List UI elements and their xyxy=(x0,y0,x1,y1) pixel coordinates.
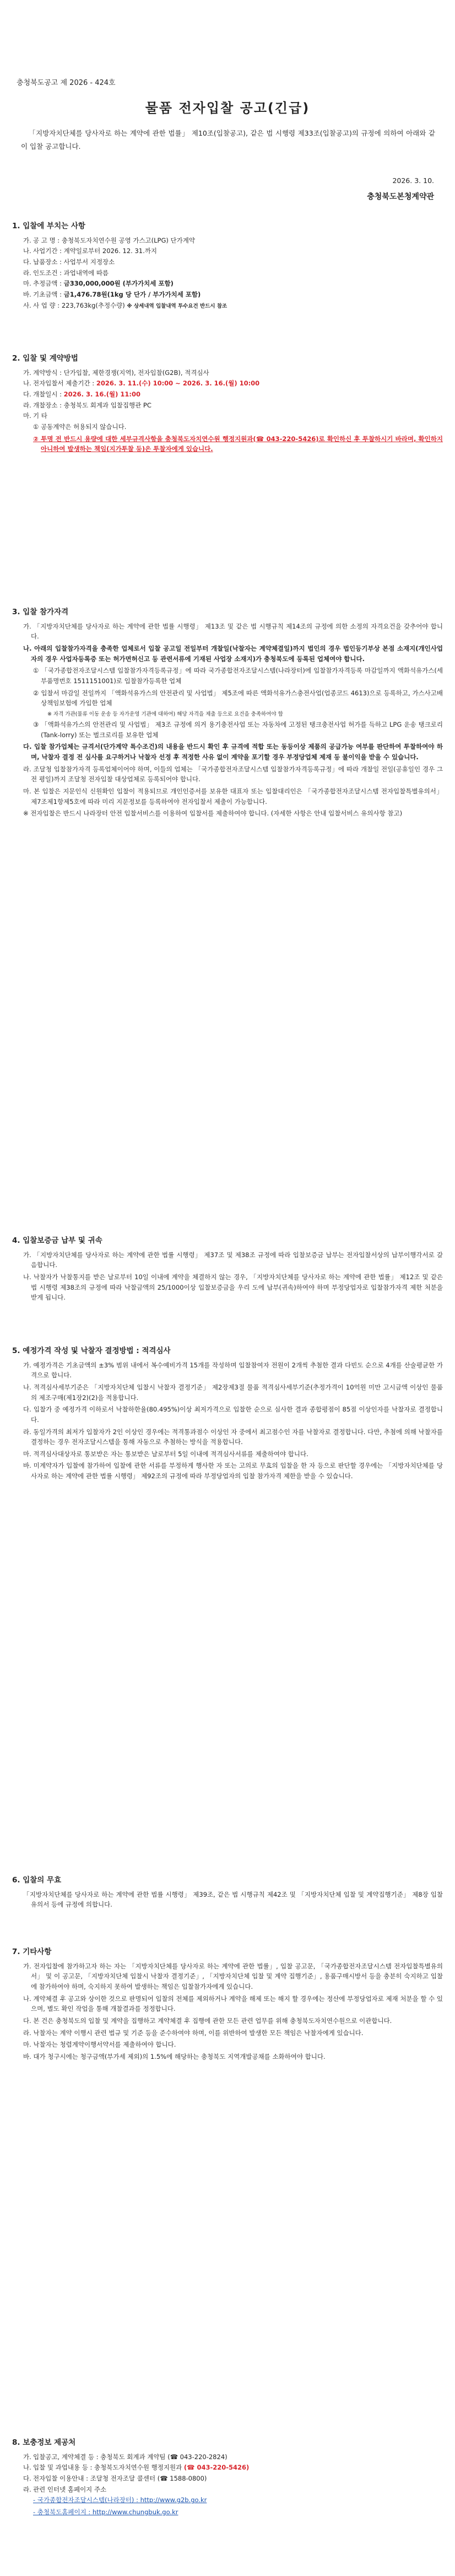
section-title: 5. 예정가격 작성 및 낙찰자 결정방법 : 적격심사 xyxy=(12,1346,171,1355)
list-item: 마. 추정금액 : 금330,000,000원 (부가가치세 포함) xyxy=(23,280,174,288)
section-contacts xyxy=(12,2437,443,2519)
sub-item: ② 입찰서 마감일 전일까지 「액화석유가스의 안전관리 및 사업법」 제5조에 따른 액화석유가스충전사업(업종코드 4613)으로 등록하고, 가스사고배상책임보험에 가입한 업체 xyxy=(33,689,443,707)
page-title: 물품 전자입찰 공고(긴급) xyxy=(145,100,310,116)
section-qualification xyxy=(12,607,443,820)
section-bid-bond xyxy=(12,1235,443,1305)
section-misc xyxy=(12,1946,443,2063)
contact-item: 다. 전자입찰 이용안내 : 조달청 전자조달 콜센터 (☎ 1588-0800) xyxy=(23,2475,207,2483)
sub-item: ③ 「액화석유가스의 안전관리 및 사업법」 제3조 규정에 의거 용기충전사업 또는 자동차에 고정된 탱크충전사업 허가를 득하고 LPG 운송 탱크로리(Tank-lorry) 또는 벌크로리를 보유한 업체 xyxy=(33,721,443,739)
section-title: 2. 입찰 및 계약방법 xyxy=(12,354,78,363)
issuer-name: 충청북도본청계약관 xyxy=(367,192,434,201)
list-item: 다. 납품장소 : 사업부서 지정장소 xyxy=(23,258,115,266)
section-bid-items xyxy=(12,221,443,311)
paragraph: 다. 입찰 참가업체는 규격서(단가계약 특수조건)의 내용을 반드시 확인 후 규격에 적합 또는 동등이상 제품의 공급가능 여부를 판단하여 투찰하여야 하며, 낙찰자 결정 전 심사를 요구하거나 낙찰자 선정 후 적정한 사유 없이 계약을 포기할 경우 부정당업체 제재 등 불이익을 받을 수 있습니다. xyxy=(23,743,443,761)
paragraph: 가. 「지방자치단체를 당사자로 하는 계약에 관한 법률 시행령」 제13조 및 같은 법 시행규칙 제14조의 규정에 의한 소정의 자격요건을 갖추어야 합니다. xyxy=(23,622,443,641)
list-item: 바. 기초금액 : 금1,476.78원(1kg 당 단가 / 부가가치세 포함) xyxy=(23,290,201,298)
paragraph: 나. 적격심사세부기준은 「지방자치단체 입찰시 낙찰자 결정기준」 제2장제3절 물품 적격심사세부기준(추정가격이 10억원 미만 고시금액 이상인 물품의 제조구매(제1장2)(2)을 적용합니다. xyxy=(23,1383,443,1402)
list-item: 나. 전자입찰서 제출기간 : 2026. 3. 11.(수) 10:00 ~ 2026. 3. 16.(월) 10:00 xyxy=(23,379,260,388)
section-title: 4. 입찰보증금 납부 및 귀속 xyxy=(12,1236,102,1245)
paragraph: 바. 미계약자가 입찰에 참가하여 입찰에 관한 서류를 부정하게 행사한 자 또는 고의로 무효의 입찰을 한 자 등으로 판단할 경우에는 「지방자치단체를 당사자로 하는 계약에 관한 법률 시행령」 제92조의 규정에 따라 부정당업자의 입찰 참가자격 제한을 받을 수 있습니다. xyxy=(23,1462,443,1480)
notice-number: 충청북도공고 제 2026 - 424호 xyxy=(17,79,116,87)
section-award-method xyxy=(12,1345,443,1483)
section-title: 7. 기타사항 xyxy=(12,1947,52,1956)
list-item: 마. 기 타 xyxy=(23,412,47,420)
paragraph: 라. 조달청 입찰참가자격 등록업체이어야 하며, 이들의 업체는 「국가종합전자조달시스템 입찰참가자격등록규정」에 따라 개찰일 전일(공휴일인 경우 그 전 평일)까지 조달청 전자입찰 대상업체로 등록되어야 합니다. xyxy=(23,765,443,783)
paragraph: 나. 낙찰자가 낙찰통지를 받은 날로부터 10일 이내에 계약을 체결하지 않는 경우, 「지방자치단체를 당사자로 하는 계약에 관한 법률」 제12조 및 같은 법 시행령 제38조의 규정에 따라 낙찰금액의 25/1000이상 입찰보증금을 우리 도에 납부(귀속)하여야 하며 부정당업자로 입찰참가자격 제한 처분을 받게 됩니다. xyxy=(23,1273,443,1302)
paragraph: 마. 적격심사대상자로 통보받은 자는 통보받은 날로부터 5일 이내에 적격심사서류를 제출하여야 합니다. xyxy=(23,1450,308,1458)
section-title: 8. 보충정보 제공처 xyxy=(12,2438,76,2447)
paragraph: 마. 본 입찰은 지문인식 신원확인 입찰이 적용되므로 개인인증서를 보유한 대표자 또는 입찰대리인은 「국가종합전자조달시스템 전자입찰특별유의서」 제7조제1항제5호에 따라 미리 지문정보를 등록하여야 전자입찰서 제출이 가능합니다. xyxy=(23,787,443,806)
paragraph: 「지방자치단체를 당사자로 하는 계약에 관한 법률 시행령」 제39조, 같은 법 시행규칙 제42조 및 「지방자치단체 입찰 및 계약집행기준」 제8장 입찰유의서 등에 규정에 의합니다. xyxy=(23,1890,443,1909)
sub-note: ※ 자격 가관(물류 이동 운송 등 자가운영 기관에 대하여) 해당 자격을 제출 등으로 요건을 충족하여야 합 xyxy=(47,711,283,717)
list-item: 가. 공 고 명 : 충청북도자치연수원 공영 가스고(LPG) 단가계약 xyxy=(23,236,195,244)
list-item: 나. 사업기간 : 계약일로부터 2026. 12. 31.까지 xyxy=(23,247,157,255)
paragraph: 가. 전자입찰에 참가하고자 하는 자는 「지방자치단체를 당사자로 하는 계약에 관한 법률」, 입찰 공고문, 「국가종합전자조달시스템 전자입찰특별유의서」 및 이 공고문, 「지방자치단체 입찰시 낙찰자 결정기준」, 「지방자치단체 입찰 및 계약 집행기준」, 용품구매시방서 등을 충분히 숙지하고 입찰에 참가하여야 하며, 숙지하지 못하여 발생하는 책임은 입찰참가자에게 있습니다. xyxy=(23,1962,443,1991)
paragraph: ※ 전자입찰은 반드시 나라장터 안전 입찰서비스를 이용하여 입찰서를 제출하여야 합니다. (자세한 사항은 안내 입찰서비스 유의사항 참고) xyxy=(23,809,403,818)
list-item: 라. 개찰장소 : 충청북도 회계과 입찰집행관 PC xyxy=(23,401,151,409)
notice-date: 2026. 3. 10. xyxy=(392,176,434,185)
list-item: 다. 개찰일시 : 2026. 3. 16.(월) 11:00 xyxy=(23,390,140,399)
contact-item: 나. 입찰 및 과업내용 등 : 충청북도자치연수원 행정지원과 (☎ 043-220-5426) xyxy=(23,2464,250,2472)
paragraph: 다. 입찰가 중 예정가격 이하로서 낙찰하한율(80.495%)이상 최저가격으로 입찰한 순으로 심사한 결과 종합평점이 85점 이상인자를 낙찰자로 결정합니다. xyxy=(23,1405,443,1424)
link-chungbuk[interactable]: - 충청북도홈페이지 : http://www.chungbuk.go.kr xyxy=(33,2508,178,2516)
sub-item: ① 「국가종합전자조달시스템 입찰참가자격등록규정」에 따라 국가종합전자조달시스템(나라장터)에 입찰참가자격등록 마감일까지 액화석유가스(세부품명번호 1511151001)로 입찰참가등록한 업체 xyxy=(33,667,443,685)
section-invalid-bid xyxy=(12,1875,443,1912)
note-item-warning: ② 투명 전 반드시 용량에 대한 세부규격사항을 충청북도자치연수원 행정지원과(☎ 043-220-5426)로 확인하신 후 투찰하시기 바라며, 확인하지 아니하여 발생하는 책임(지가투찰 등)은 투찰자에게 있습니다. xyxy=(33,434,443,453)
list-item: 사. 사 업 량 : 223,763kg(추정수량) ※ 상세내역 입찰내역 투수요건 반드시 참조 xyxy=(23,301,228,309)
paragraph: 라. 동일가격의 최저가 입찰자가 2인 이상인 경우에는 적격통과점수 이상인 자 중에서 최고점수인 자를 낙찰자로 결정합니다. 다만, 추첨에 의해 낙찰자를 결정하는 경우 전자조달시스템을 통해 자동으로 추첨하는 방식을 적용합니다. xyxy=(23,1427,443,1446)
paragraph: 가. 예정가격은 기초금액의 ±3% 범위 내에서 복수예비가격 15개를 작성하며 입찰참여자 전원이 2개씩 추첨한 결과 다빈도 순으로 4개를 산술평균한 가격으로 합니다. xyxy=(23,1361,443,1380)
section-contract-method xyxy=(12,353,443,456)
paragraph: 나. 아래의 입찰참가자격을 충족한 업체로서 입찰 공고일 전일부터 개찰일(낙찰자는 계약체결일)까지 법인의 경우 법인등기부상 본점 소재지(개인사업자의 경우 사업자등록증 또는 허가면허신고 등 관련서류에 기재된 사업장 소재지)가 충청북도에 등록된 업체여야 합니다. xyxy=(23,645,443,663)
paragraph: 나. 계약체결 후 공고와 상이한 것으로 판명되어 입찰의 전체를 제외하거나 계약을 해제 또는 해지 할 경우에는 정산에 부정당업자로 제재 처분을 할 수 있으며, 별도 확인 작업을 통해 개찰결과를 정정합니다. xyxy=(23,1994,443,2013)
paragraph: 마. 낙찰자는 청렴계약이행서약서를 제출하여야 합니다. xyxy=(23,2041,176,2049)
intro-paragraph: 「지방자치단체를 당사자로 하는 계약에 관한 법률」 제10조(입찰공고), 같은 법 시행령 제33조(입찰공고)의 규정에 의하여 아래와 같이 입찰 공고합니다. xyxy=(21,129,435,151)
section-title: 6. 입찰의 무효 xyxy=(12,1876,62,1885)
list-item: 가. 계약방식 : 단가입찰, 제한경쟁(지역), 전자입찰(G2B), 적격심사 xyxy=(23,368,209,377)
section-title: 1. 입찰에 부치는 사항 xyxy=(12,222,85,230)
list-item: 라. 인도조건 : 과업내역에 따름 xyxy=(23,269,109,277)
section-title: 3. 입찰 참가자격 xyxy=(12,608,69,616)
paragraph: 라. 낙찰자는 계약 이행시 관련 법규 및 기준 등을 준수하여야 하며, 이를 위반하여 발생한 모든 책임은 낙찰자에게 있습니다. xyxy=(23,2028,364,2037)
paragraph: 다. 본 건은 충청북도의 입찰 및 계약을 집행하고 계약체결 후 집행에 관한 모든 관련 업무를 위해 충청북도자치연수원으로 이관합니다. xyxy=(23,2016,392,2025)
link-g2b[interactable]: - 국가종합전자조달시스템(나라장터) : http://www.g2b.go.kr xyxy=(33,2496,207,2504)
contact-item: 라. 관련 인터넷 홈페이지 주소 xyxy=(23,2485,107,2493)
note-item: ① 공동계약은 허용되지 않습니다. xyxy=(33,422,127,431)
paragraph: 가. 「지방자치단체를 당사자로 하는 계약에 관한 법률 시행령」 제37조 및 제38조 규정에 따라 입찰보증금 납부는 전자입찰서상의 납부이행각서로 갈음합니다. xyxy=(23,1251,443,1269)
paragraph: 바. 대가 청구시에는 청구금액(부가세 제외)의 1.5%에 해당하는 충청북도 지역개발공채를 소화하여야 합니다. xyxy=(23,2052,326,2060)
contact-item: 가. 입찰공고, 계약체결 등 : 충청북도 회계과 계약팀 (☎ 043-220-2824) xyxy=(23,2452,228,2461)
